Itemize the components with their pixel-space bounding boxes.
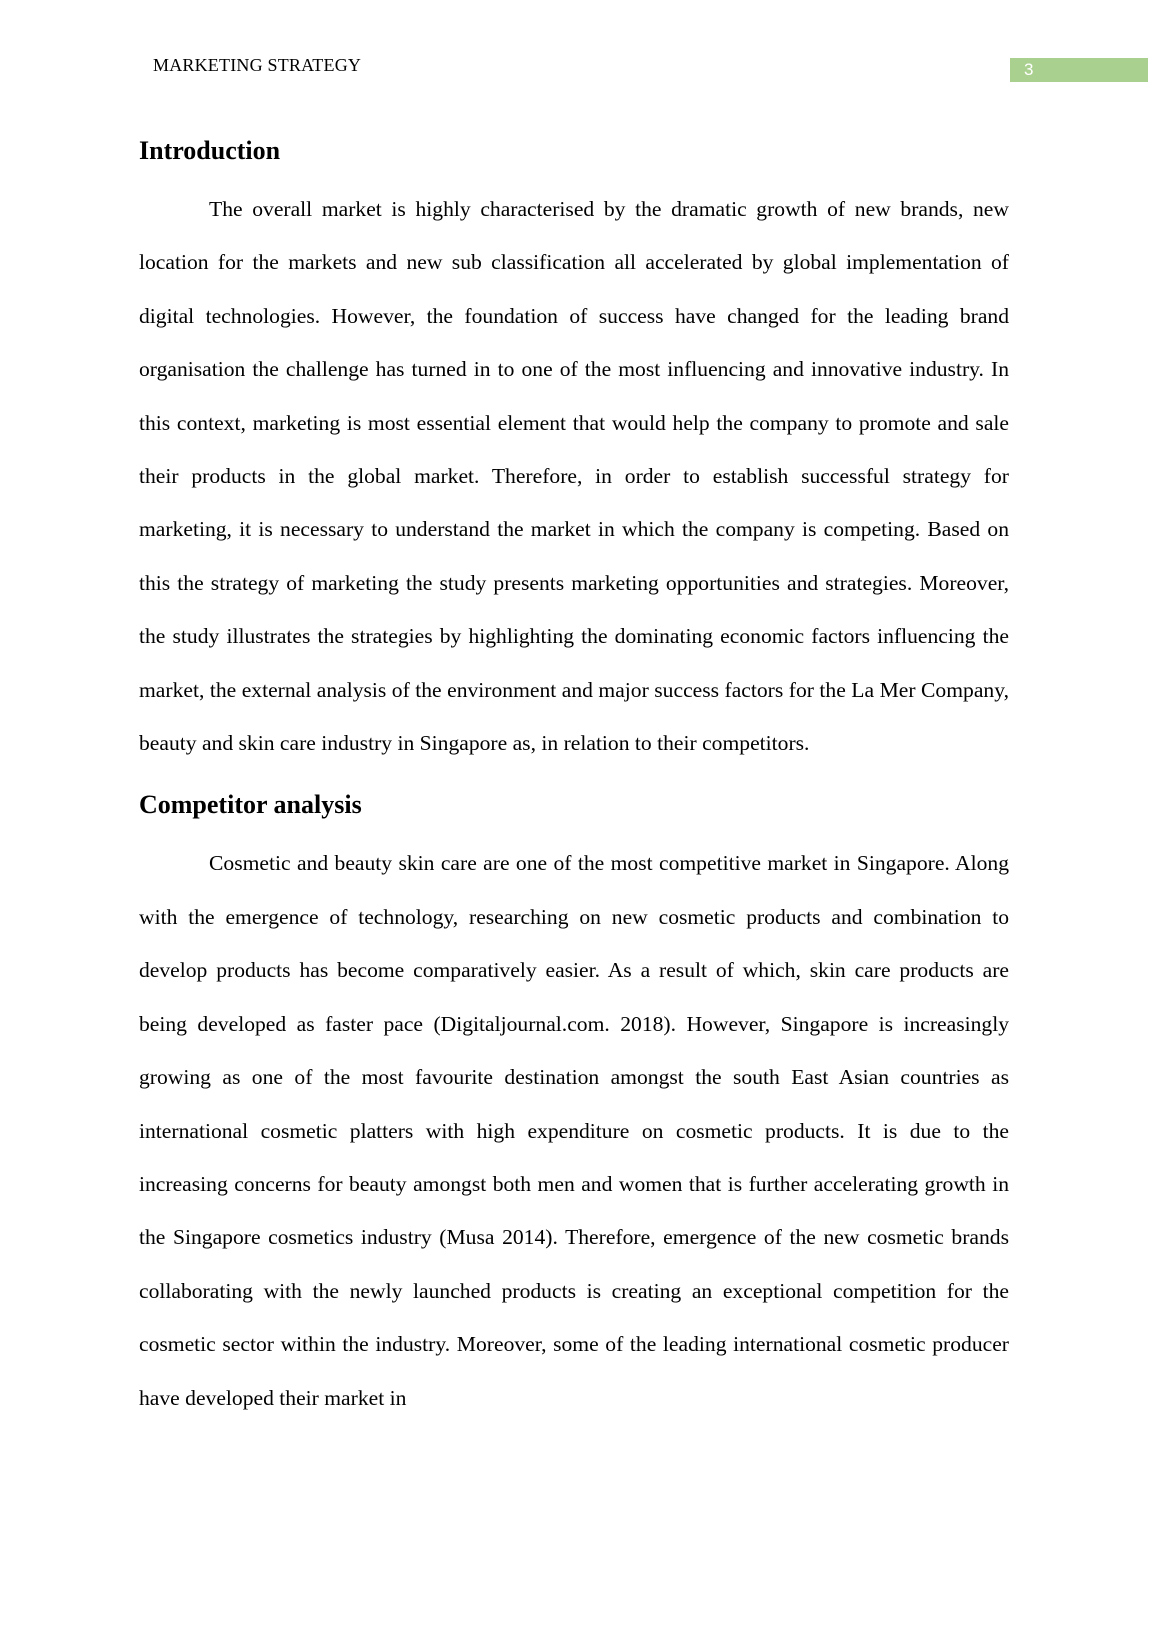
section-heading-introduction: Introduction [139, 136, 281, 165]
section-heading-competitor-analysis: Competitor analysis [139, 790, 362, 820]
competitor-analysis-paragraph: Cosmetic and beauty skin care are one of the most competitive market in Singapore. Along with the emergence of technology, researching on new cosmetic products and combination to develop products has become comparatively easier. As a result of which, skin care products are being developed as faster pace (Digitaljournal.com. 2018). However, Singapore is increasingly growing as one of the most favourite destination amongst the south East Asian countries as international cosmetic platters with high expenditure on cosmetic products. It is due to the increasing concerns for beauty amongst both men and women that is further accelerating growth in the Singapore cosmetics industry (Musa 2014). Therefore, emergence of the new cosmetic brands collaborating with the newly launched products is creating an exceptional competition for the cosmetic sector within the industry. Moreover, some of the leading international cosmetic producer have developed their market in [139, 851, 1009, 1410]
introduction-paragraph: The overall market is highly characterised by the dramatic growth of new brands, new location for the markets and new sub classification all accelerated by global implementation of digital technologies. However, the foundation of success have changed for the leading brand organisation the challenge has turned in to one of the most influencing and innovative industry. In this context, marketing is most essential element that would help the company to promote and sale their products in the global market. Therefore, in order to establish successful strategy for marketing, it is necessary to understand the market in which the company is competing. Based on this the strategy of marketing the study presents marketing opportunities and strategies. Moreover, the study illustrates the strategies by highlighting the dominating economic factors influencing the market, the external analysis of the environment and major success factors for the La Mer Company, beauty and skin care industry in Singapore as, in relation to their competitors. [139, 197, 1009, 756]
running-header-title: MARKETING STRATEGY [153, 55, 362, 75]
page-number-badge: 3 [1010, 58, 1148, 82]
document-body [139, 135, 1009, 1425]
